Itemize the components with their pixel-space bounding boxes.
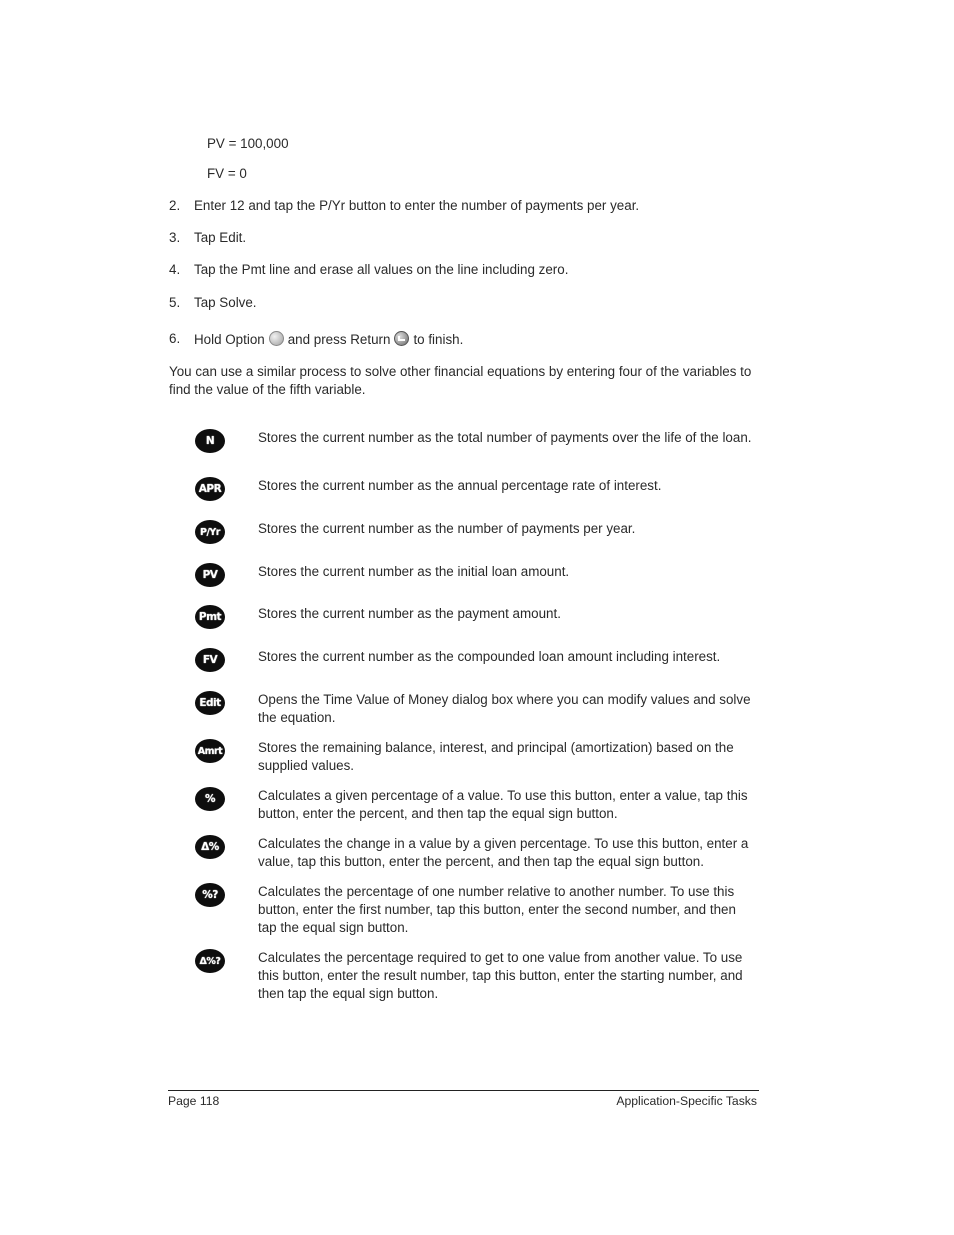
step-number: 3. xyxy=(169,230,181,245)
n-button-icon: N xyxy=(195,429,225,453)
pmt-button-description: Stores the current number as the payment amount. xyxy=(258,606,561,621)
edit-button-description: Opens the Time Value of Money dialog box where you can modify values and solve the equation. xyxy=(258,692,751,725)
pv-button-icon: PV xyxy=(195,563,225,587)
p-yr-button-icon: P/Yr xyxy=(195,520,225,544)
percent-of-button-icon: %? xyxy=(195,883,225,907)
step-text-part: and press Return xyxy=(287,332,391,347)
n-button-description: Stores the current number as the total number of payments over the life of the loan. xyxy=(258,430,752,445)
step-number: 5. xyxy=(169,295,181,310)
edit-button-icon: Edit xyxy=(195,691,225,715)
fv-button-icon: FV xyxy=(195,648,225,672)
step-number: 6. xyxy=(169,331,181,346)
delta-percent-of-button-icon: Δ%? xyxy=(195,949,225,973)
step-text xyxy=(194,331,463,347)
return-key-icon xyxy=(394,331,409,346)
apr-button-icon: APR xyxy=(195,477,225,501)
equation-fv: FV = 0 xyxy=(207,166,247,181)
p-yr-button-description: Stores the current number as the number of payments per year. xyxy=(258,521,636,536)
step-text: Tap the Pmt line and erase all values on the line including zero. xyxy=(194,262,569,277)
step-text-part: to finish. xyxy=(413,332,464,347)
step-text-part: Hold Option xyxy=(194,332,265,347)
apr-button-description: Stores the current number as the annual percentage rate of interest. xyxy=(258,478,662,493)
delta-percent-button-description: Calculates the change in a value by a given percentage. To use this button, enter a value, tap this button, enter the percent, and then tap the equal sign button. xyxy=(258,836,749,869)
percent-of-button-description: Calculates the percentage of one number relative to another number. To use this button, enter the first number, tap this button, enter the second number, and then tap the equal sign button. xyxy=(258,884,736,935)
step-text: Tap Edit. xyxy=(194,230,247,245)
footer-divider xyxy=(168,1090,759,1091)
equation-pv: PV = 100,000 xyxy=(207,136,289,151)
step-number: 4. xyxy=(169,262,181,277)
delta-percent-of-button-description: Calculates the percentage required to get to one value from another value. To use this button, enter the result number, tap this button, enter the starting number, and then tap the equal sign button. xyxy=(258,950,743,1001)
delta-percent-button-icon: Δ% xyxy=(195,835,225,859)
fv-button-description: Stores the current number as the compounded loan amount including interest. xyxy=(258,649,721,664)
chapter-title: Application-Specific Tasks xyxy=(616,1094,757,1108)
percent-button-description: Calculates a given percentage of a value. To use this button, enter a value, tap this button, enter the percent, and then tap the equal sign button. xyxy=(258,788,748,821)
pv-button-description: Stores the current number as the initial loan amount. xyxy=(258,564,570,579)
step-text: Tap Solve. xyxy=(194,295,257,310)
amrt-button-icon: Amrt xyxy=(195,739,225,763)
option-key-icon xyxy=(269,331,284,346)
page-number: Page 118 xyxy=(168,1094,220,1108)
percent-button-icon: % xyxy=(195,787,225,811)
step-text: Enter 12 and tap the P/Yr button to enter the number of payments per year. xyxy=(194,198,640,213)
step-number: 2. xyxy=(169,198,181,213)
pmt-button-icon: Pmt xyxy=(195,605,225,629)
intro-paragraph: You can use a similar process to solve other financial equations by entering four of the variables to find the value of the fifth variable. xyxy=(169,364,752,397)
amrt-button-description: Stores the remaining balance, interest, and principal (amortization) based on the supplied values. xyxy=(258,740,734,773)
